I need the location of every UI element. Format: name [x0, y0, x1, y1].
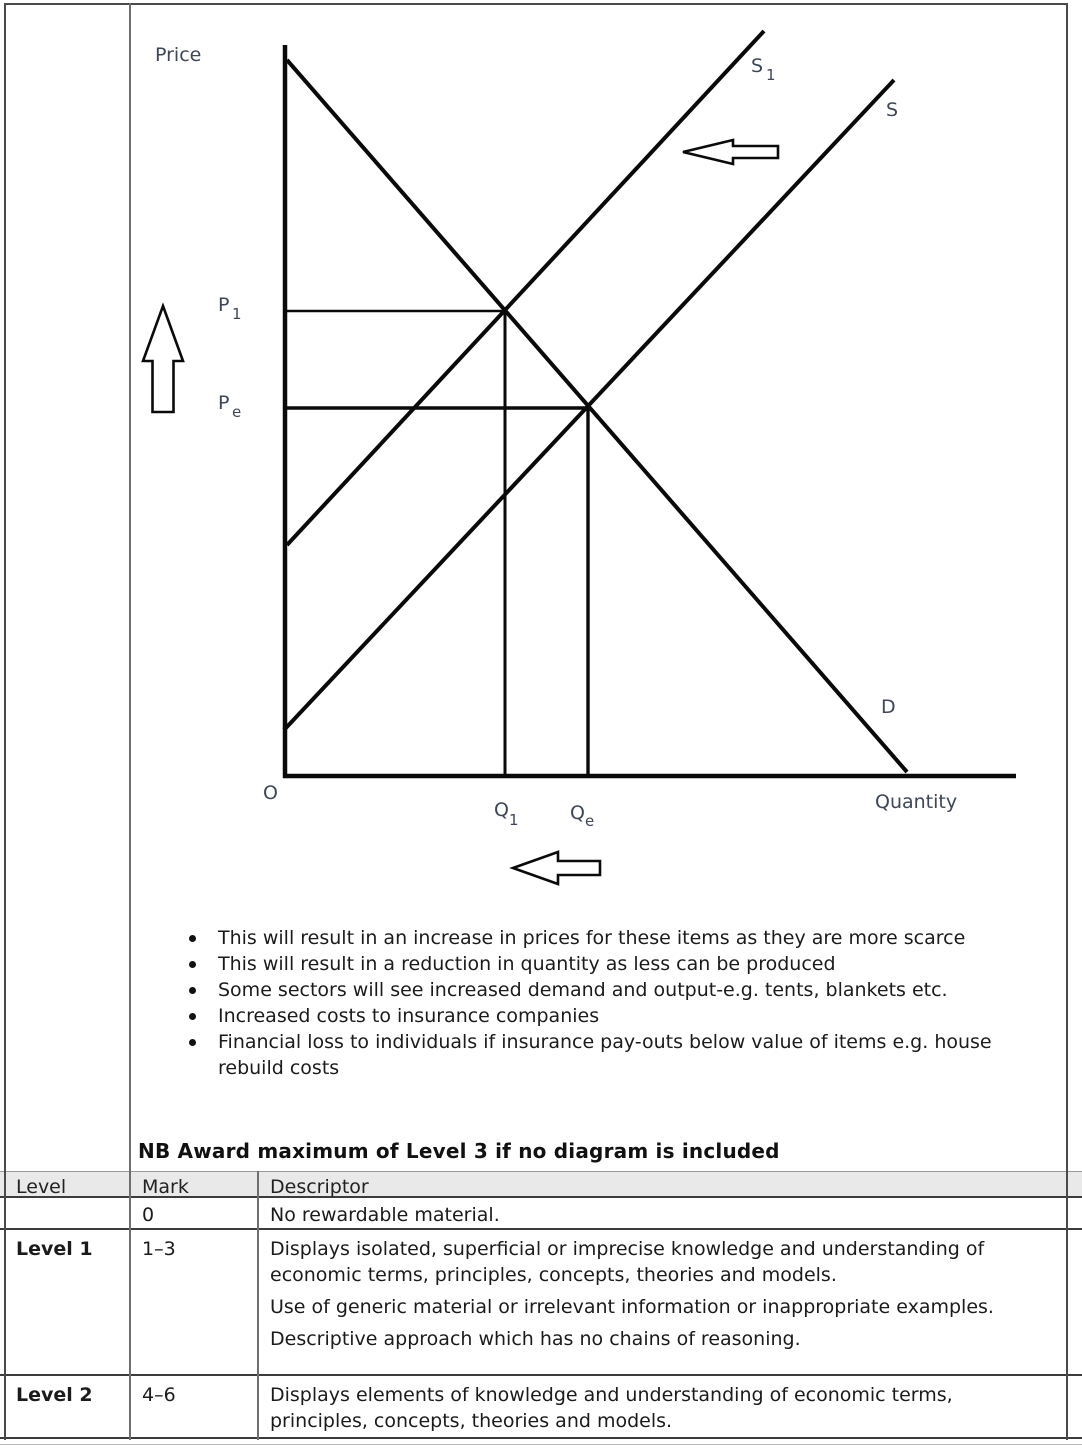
p1-label: P: [218, 294, 230, 316]
table-row: [0, 1376, 1082, 1439]
d-curve-label: D: [881, 696, 896, 718]
bullet-text: Increased costs to insurance companies: [218, 1005, 600, 1027]
list-item: [187, 1029, 1035, 1081]
descriptor-column-divider: [257, 1171, 259, 1440]
bullet-text: Some sectors will see increased demand and output-e.g. tents, blankets etc.: [218, 979, 948, 1001]
bullet-icon: [189, 987, 196, 994]
left-column-divider: [129, 3, 131, 1440]
descriptor-paragraph: Displays elements of knowledge and understanding of economic terms, principles, concepts, theories and models.: [270, 1384, 953, 1432]
q1-label: Q: [494, 799, 509, 821]
pe-label-subscript: e: [232, 403, 242, 421]
qe-label-subscript: e: [585, 812, 595, 830]
quantity-left-arrow: [513, 852, 600, 884]
table-row: [0, 1198, 1082, 1230]
bottom-shadow-line: [0, 1444, 1082, 1445]
list-item: [187, 1003, 1035, 1029]
row-mark: 1–3: [142, 1238, 176, 1260]
bullet-icon: [189, 961, 196, 968]
price-up-arrow: [143, 306, 183, 412]
page-top-border: [4, 3, 1068, 5]
list-item: [187, 925, 1035, 951]
row-mark: 4–6: [142, 1384, 176, 1406]
header-mark: Mark: [142, 1176, 189, 1198]
list-item: [187, 977, 1035, 1003]
p1-label-subscript: 1: [232, 305, 242, 323]
descriptor-paragraph: Displays isolated, superficial or imprecise knowledge and understanding of economic terms, principles, concepts, theories and models.: [270, 1238, 985, 1286]
page-right-border: [1066, 3, 1068, 1440]
origin-label: O: [263, 782, 278, 804]
row-mark: 0: [142, 1204, 155, 1226]
list-item: [187, 951, 1035, 977]
row-descriptor: [270, 1198, 1032, 1234]
table-header-row: [0, 1171, 1082, 1198]
table-row: [0, 1230, 1082, 1376]
header-descriptor: Descriptor: [270, 1176, 369, 1198]
bullet-text: This will result in an increase in prices for these items as they are more scarce: [218, 927, 966, 949]
row-level: [16, 1198, 122, 1202]
bullet-text: This will result in a reduction in quantity as less can be produced: [218, 953, 836, 975]
s-curve-label: S: [886, 99, 899, 121]
bullet-icon: [189, 1013, 196, 1020]
bullet-text: Financial loss to individuals if insurance pay-outs below value of items e.g. house rebuild costs: [218, 1031, 992, 1079]
descriptor-paragraph: Descriptive approach which has no chains of reasoning.: [270, 1328, 801, 1350]
bullet-icon: [189, 935, 196, 942]
qe-label: Q: [570, 802, 585, 824]
descriptor-paragraph: Use of generic material or irrelevant information or inappropriate examples.: [270, 1296, 994, 1318]
price-axis-label: Price: [155, 44, 202, 66]
row-level: Level 1: [16, 1238, 93, 1260]
bullet-list: [187, 925, 1035, 1081]
page-left-border: [4, 3, 6, 1440]
header-level: Level: [16, 1176, 67, 1198]
q1-label-subscript: 1: [509, 811, 519, 829]
row-level: Level 2: [16, 1384, 93, 1406]
supply-curve-shifted: [287, 31, 764, 545]
bullet-icon: [189, 1039, 196, 1046]
s1-curve-label-subscript: 1: [766, 66, 776, 84]
pe-label: P: [218, 392, 230, 414]
s1-curve-label: S: [751, 55, 764, 77]
row-descriptor: [270, 1230, 1032, 1358]
nb-note: NB Award maximum of Level 3 if no diagram is included: [138, 1139, 780, 1163]
quantity-axis-label: Quantity: [875, 791, 958, 813]
supply-shift-left-arrow: [683, 140, 778, 164]
descriptor-paragraph: No rewardable material.: [270, 1204, 500, 1226]
row-descriptor: [270, 1376, 1032, 1440]
